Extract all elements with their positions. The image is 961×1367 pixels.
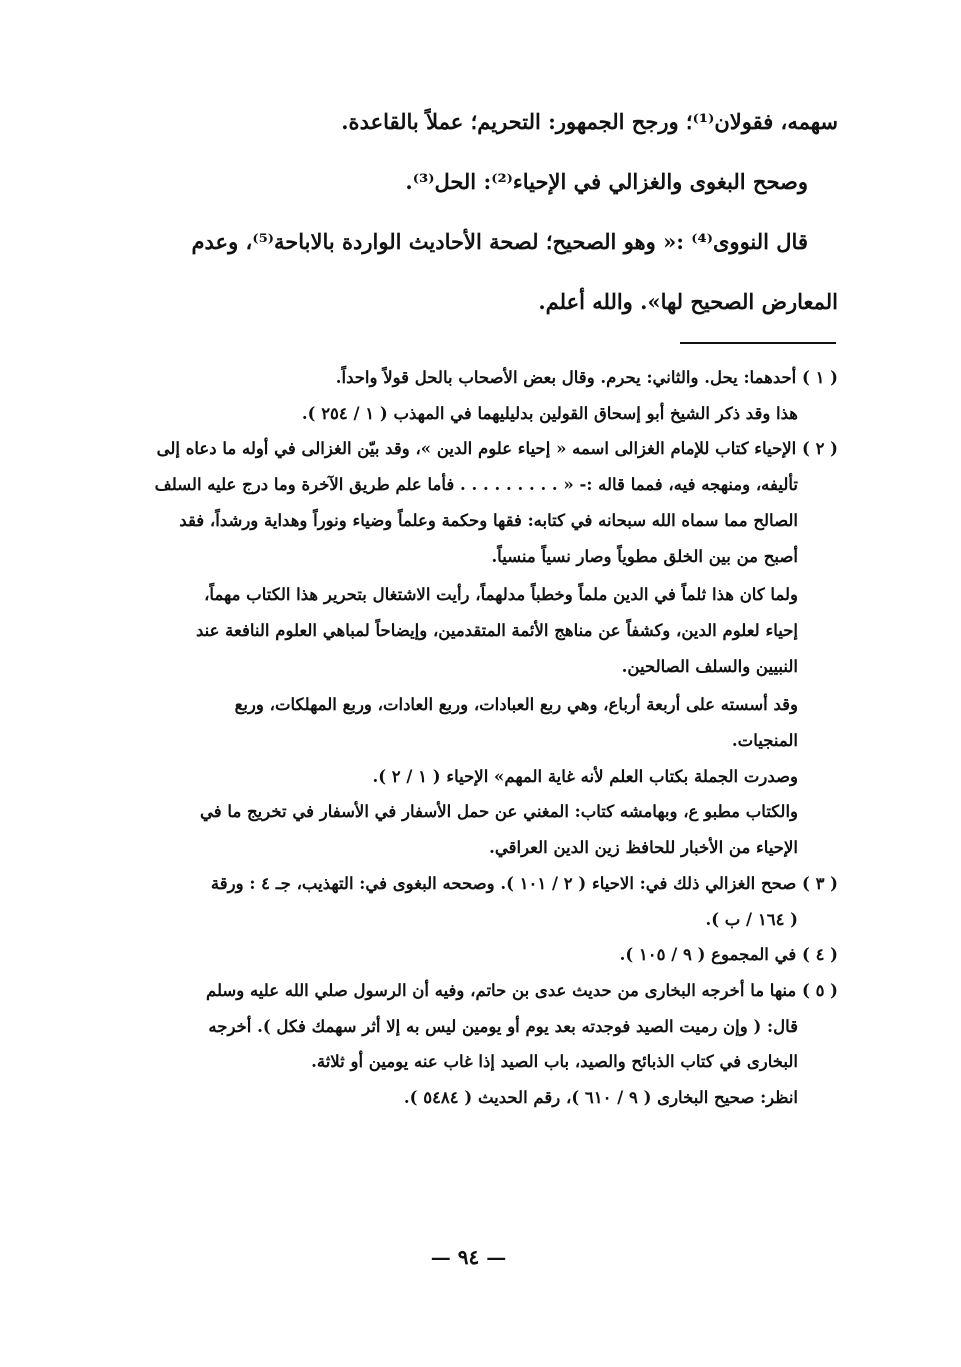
main-line-4: المعارض الصحيح لها». والله أعلم.: [538, 289, 838, 314]
footnote-line: ( ٤ ) في المجموع ( ٩ / ١٠٥ ).: [619, 945, 838, 965]
footnote-separator: [680, 342, 836, 344]
footnote-line: تأليفه، ومنهجه فيه، فمما قاله :- « . . . . . . . . . فأما علم طريق الآخرة وما درج عليه السلف: [154, 475, 798, 495]
main-line-2: وصحح البغوى والغزالي في الإحياء⁽²⁾: الحل⁽³⁾.: [405, 169, 808, 194]
footnote-line: انظر: صحيح البخارى ( ٩ / ٦١٠ )، رقم الحديث ( ٥٤٨٤ ).: [403, 1088, 798, 1108]
footnote-line: والكتاب مطبو ع، وبهامشه كتاب: المغني عن حمل الأسفار في الأسفار في تخريج ما في: [200, 802, 798, 822]
footnote-line: أصبح من بين الخلق مطوياً وصار نسياً منسياً.: [491, 546, 798, 566]
footnote-line: إحياء لعلوم الدين، وكشفاً عن مناهج الأئمة المتقدمين، وإيضاحاً لمباهي العلوم النافعة عند: [195, 620, 798, 640]
footnote-line: وصدرت الجملة بكتاب العلم لأنه غاية المهم» الإحياء ( ١ / ٢ ).: [372, 766, 798, 786]
footnote-line: وقد أسسته على أربعة أرباع، وهي ربع العبادات، وربع العادات، وربع المهلكات، وربع: [234, 695, 798, 715]
footnote-line: هذا وقد ذكر الشيخ أبو إسحاق القولين بدليليهما في المهذب ( ١ / ٢٥٤ ).: [301, 403, 798, 423]
footnote-line: ( ٥ ) منها ما أخرجه البخارى من حديث عدى بن حاتم، وفيه أن الرسول صلي الله عليه وسلم: [205, 980, 838, 1000]
footnote-line: ( ٢ ) الإحياء كتاب للإمام الغزالى اسمه « إحياء علوم الدين »، وقد بيّن الغزالى في أوله ما دعاه إلى: [156, 439, 838, 459]
footnotes: [95, 360, 838, 1116]
main-text: [92, 92, 838, 332]
footnote-line: قال: ( وإن رميت الصيد فوجدته بعد يوم أو يومين ليس به إلا أثر سهمك فكل ). أخرجه: [208, 1016, 798, 1036]
footnote-line: ولما كان هذا ثلماً في الدين ملماً وخطباً مدلهماً، رأيت الاشتغال بتحرير هذا الكتاب مهماً،: [204, 585, 798, 605]
footnote-line: ( ١٦٤ / ب ).: [705, 909, 798, 929]
main-line-1: سهمه، فقولان⁽¹⁾؛ ورجح الجمهور: التحريم؛ عملاً بالقاعدة.: [341, 109, 838, 134]
footnote-line: ( ٣ ) صحح الغزالي ذلك في: الاحياء ( ٢ / ١٠١ ). وصححه البغوى في: التهذيب، جـ ٤ : ورقة: [210, 873, 838, 893]
footnote-line: ( ١ ) أحدهما: يحل. والثاني: يحرم. وقال بعض الأصحاب بالحل قولاً واحداً.: [335, 368, 838, 387]
footnote-line: البخارى في كتاب الذبائح والصيد، باب الصيد إذا غاب عنه يومين أو ثلاثة.: [311, 1052, 798, 1072]
footnote-line: الصالح مما سماه الله سبحانه في كتابه: فقها وحكمة وعلماً وضياء ونوراً وهداية ورشداً، فقد: [179, 510, 798, 530]
footnote-line: المنجيات.: [731, 731, 798, 751]
footnote-line: النبيين والسلف الصالحين.: [621, 656, 798, 676]
main-line-3: قال النووى⁽⁴⁾ :« وهو الصحيح؛ لصحة الأحاديث الواردة بالاباحة⁽⁵⁾، وعدم: [191, 229, 808, 254]
footnote-line: الإحياء من الأخبار للحافظ زين الدين العراقي.: [489, 838, 798, 858]
page-number: — ٩٤ —: [430, 1245, 507, 1269]
